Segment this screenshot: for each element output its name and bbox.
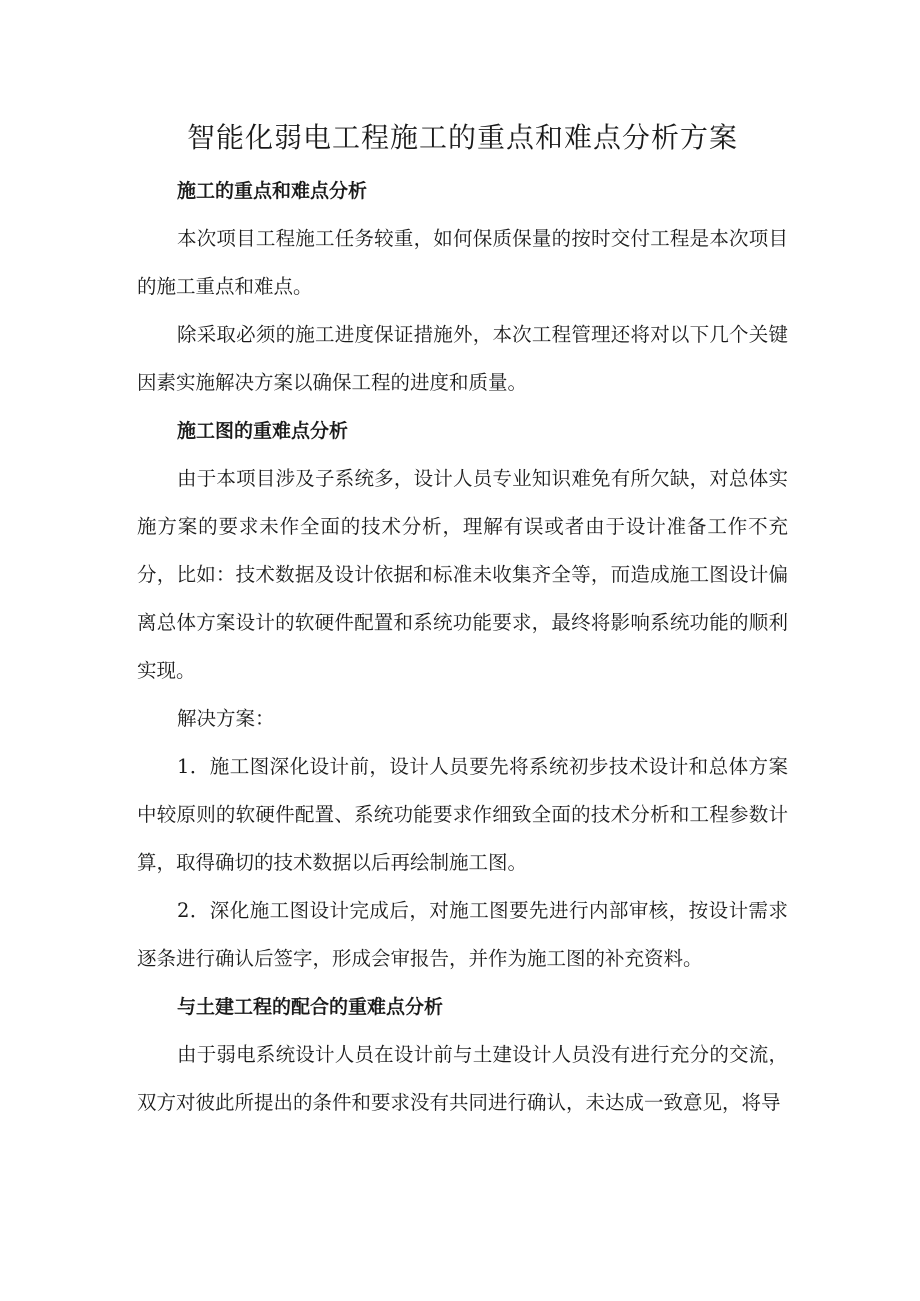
paragraph: 由于弱电系统设计人员在设计前与土建设计人员没有进行充分的交流，双方对彼此所提出的条件和要求没有共同进行确认，未达成一致意见，将导: [137, 1043, 788, 1114]
section-heading-key-points: 施工的重点和难点分析: [177, 180, 368, 202]
paragraph: 解决方案：: [177, 707, 275, 730]
paragraph: 本次项目工程施工任务较重，如何保质保量的按时交付工程是本次项目的施工重点和难点。: [137, 227, 788, 298]
section-heading-drawings: 施工图的重难点分析: [177, 420, 349, 442]
list-item: 1．施工图深化设计前，设计人员要先将系统初步技术设计和总体方案中较原则的软硬件配置、系统功能要求作细致全面的技术分析和工程参数计算，取得确切的技术数据以后再绘制施工图。: [137, 755, 788, 874]
paragraph: 除采取必须的施工进度保证措施外，本次工程管理还将对以下几个关键因素实施解决方案以确保工程的进度和质量。: [137, 323, 788, 394]
section-heading-civil-coordination: 与土建工程的配合的重难点分析: [177, 996, 444, 1018]
list-item: 2．深化施工图设计完成后，对施工图要先进行内部审核，按设计需求逐条进行确认后签字，形成会审报告，并作为施工图的补充资料。: [137, 899, 788, 970]
document-title: 智能化弱电工程施工的重点和难点分析方案: [186, 121, 738, 154]
paragraph: 由于本项目涉及子系统多，设计人员专业知识难免有所欠缺，对总体实施方案的要求未作全面的技术分析，理解有误或者由于设计准备工作不充分，比如：技术数据及设计依据和标准未收集齐全等，而造成施工图设计偏离总体方案设计的软硬件配置和系统功能要求，最终将影响系统功能的顺利实现。: [137, 467, 788, 682]
